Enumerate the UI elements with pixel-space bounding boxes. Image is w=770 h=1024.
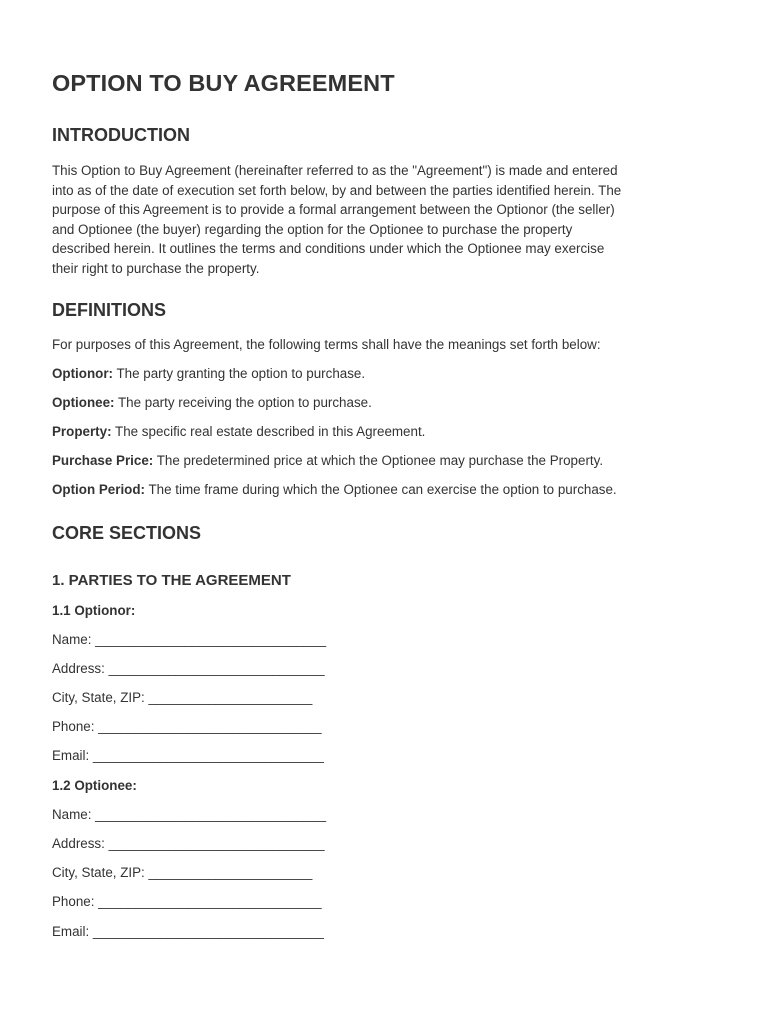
optionor-phone-field: Phone: ______________________________ xyxy=(52,719,322,734)
intro-line: purpose of this Agreement is to provide a formal arrangement between the Optionor (the seller) xyxy=(52,202,615,217)
definition-term: Optionor: xyxy=(52,366,113,381)
definition-term: Property: xyxy=(52,424,112,439)
introduction-paragraph xyxy=(52,161,722,278)
optionee-phone-field: Phone: ______________________________ xyxy=(52,894,322,909)
optionor-city-field: City, State, ZIP: ______________________ xyxy=(52,690,313,705)
introduction-heading: INTRODUCTION xyxy=(52,125,190,145)
intro-line: and Optionee (the buyer) regarding the option for the Optionee to purchase the property xyxy=(52,221,573,237)
optionee-heading: 1.2 Optionee: xyxy=(52,778,137,793)
core-sections-heading: CORE SECTIONS xyxy=(52,523,202,543)
definition-term: Optionee: xyxy=(52,395,115,410)
document-title: OPTION TO BUY AGREEMENT xyxy=(52,70,395,96)
definition-term: Option Period: xyxy=(52,482,145,497)
intro-line: described herein. It outlines the terms and conditions under which the Optionee may exercise xyxy=(52,241,605,256)
intro-line: their right to purchase the property. xyxy=(52,260,260,276)
definition-text: The time frame during which the Optionee can exercise the option to purchase. xyxy=(144,482,617,497)
definitions-intro: For purposes of this Agreement, the following terms shall have the meanings set forth below: xyxy=(52,337,601,352)
definition-item xyxy=(52,395,372,410)
definition-item xyxy=(52,366,365,381)
definition-text: The party receiving the option to purchase. xyxy=(114,395,372,410)
definition-term: Purchase Price: xyxy=(52,453,154,468)
definition-item xyxy=(52,453,603,468)
definitions-heading: DEFINITIONS xyxy=(52,300,167,320)
optionor-email-field: Email: _______________________________ xyxy=(52,748,324,763)
definition-text: The specific real estate described in this Agreement. xyxy=(111,424,426,439)
optionor-name-field: Name: _______________________________ xyxy=(52,632,327,647)
definition-text: The party granting the option to purchase. xyxy=(112,366,366,381)
intro-line: This Option to Buy Agreement (hereinafter referred to as the "Agreement") is made and entered xyxy=(52,163,618,178)
definition-text: The predetermined price at which the Optionee may purchase the Property. xyxy=(153,453,604,468)
optionee-address-field: Address: _____________________________ xyxy=(52,836,325,851)
optionee-email-field: Email: _______________________________ xyxy=(52,924,324,939)
intro-line: into as of the date of execution set forth below, by and between the parties identified herein. The xyxy=(52,182,622,198)
optionor-heading: 1.1 Optionor: xyxy=(52,603,136,618)
definition-item xyxy=(52,482,617,497)
optionor-address-field: Address: _____________________________ xyxy=(52,661,325,676)
optionee-city-field: City, State, ZIP: ______________________ xyxy=(52,865,313,880)
definition-item xyxy=(52,424,425,439)
parties-heading: 1. PARTIES TO THE AGREEMENT xyxy=(52,572,291,589)
optionee-name-field: Name: _______________________________ xyxy=(52,807,327,822)
